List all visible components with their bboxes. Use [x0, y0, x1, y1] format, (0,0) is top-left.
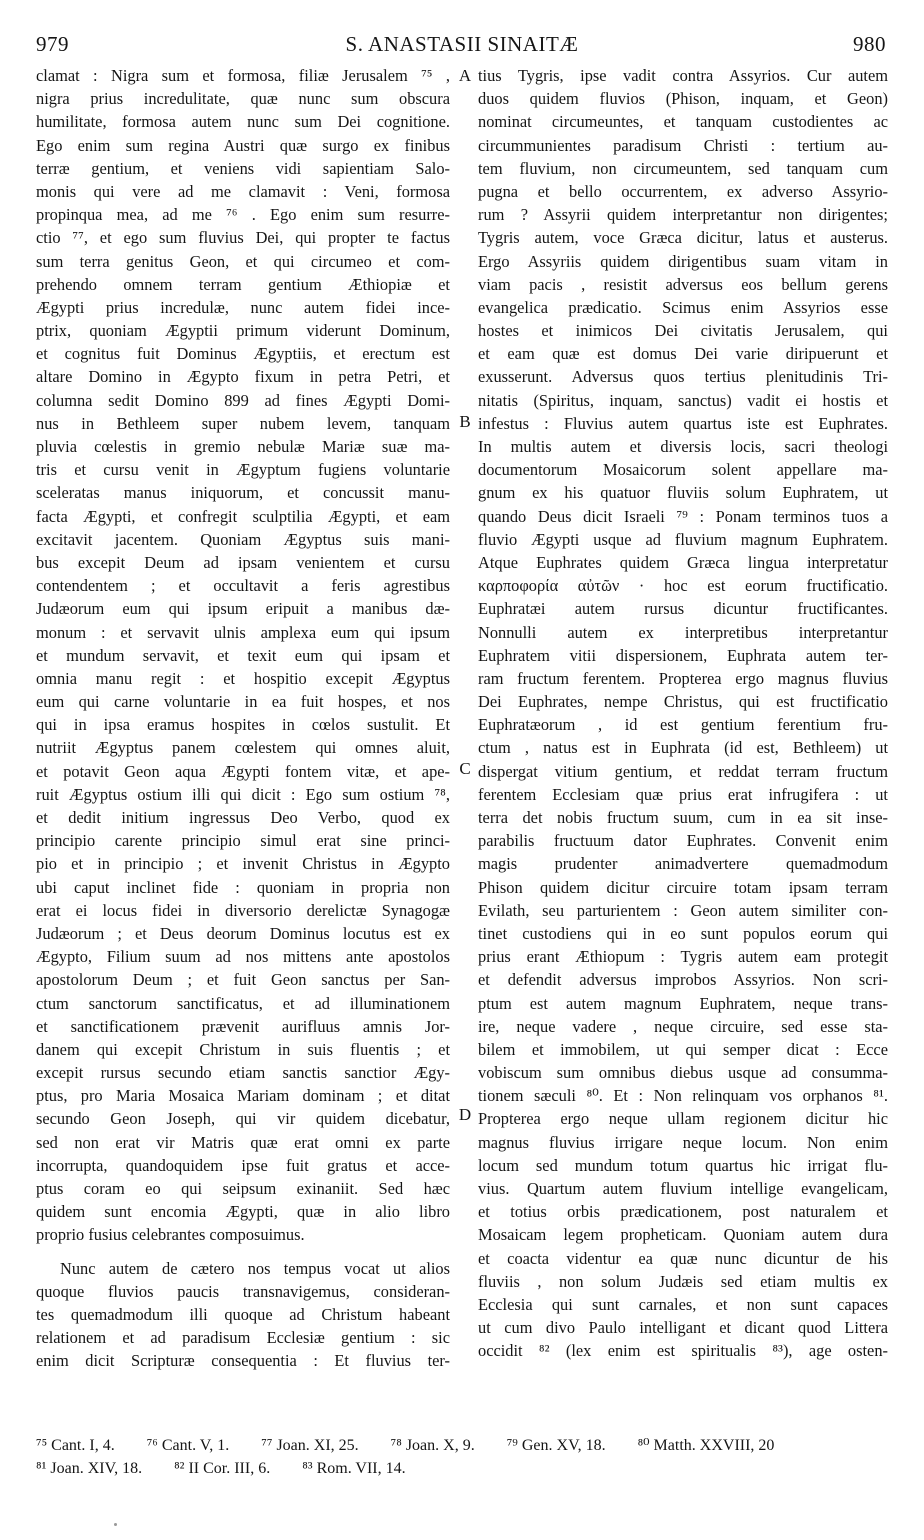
text-line: monis qui vere ad me clamavit : Veni, formosa	[36, 181, 450, 201]
section-marker-b: B	[459, 412, 471, 431]
running-head	[0, 32, 924, 66]
text-line: Propterea ergo neque ullam regionem dicitur hic	[478, 1109, 888, 1129]
text-line: tius Tygris, ipse vadit contra Assyrios. Cur autem	[478, 66, 888, 85]
text-line: sum terra genitus Geon, et qui circumeo et com-	[36, 251, 450, 271]
text-line: ferentem Ecclesiam quæ prius erat infrugifera : ut	[478, 784, 888, 804]
text-line: tionem sæculi ⁸⁰. Et : Non relinquam vos orphanos ⁸¹.	[478, 1086, 888, 1106]
text-line: pio et in principio ; et invenit Christus in Ægypto	[36, 854, 450, 874]
footnote: ⁷⁵ Cant. I, 4.	[36, 1437, 115, 1454]
section-marker-c: C	[459, 759, 471, 778]
text-line: circummunientes paradisum Christi : tertium au-	[478, 135, 888, 155]
text-line: Atque Euphrates quidem Græca lingua interpretatur	[478, 552, 888, 572]
text-line: viam pacis , resistit adversus eos bellum gerens	[478, 274, 888, 294]
text-line: tes quemadmodum illi quoque ad Christum habeant	[36, 1304, 450, 1324]
text-line: excepit rursus secundo etiam sanctis sanctior Ægy-	[36, 1063, 450, 1083]
text-line: clamat : Nigra sum et formosa, filiæ Jerusalem ⁷⁵ ,	[36, 66, 450, 85]
text-line: Euphratem vitii dispersionem, Euphrata autem ter-	[478, 645, 888, 665]
text-line: quoque fluvios paucis transnavigemus, consideran-	[36, 1281, 450, 1301]
footnote-row	[36, 1434, 896, 1457]
text-line: nominat circumeuntes, et tanquam custodientes ac	[478, 112, 888, 132]
text-line: Ægypto, Filium suum ad nos mittens ante apostolos	[36, 947, 450, 967]
text-line: Ego enim sum regina Austri quæ surgo ex finibus	[36, 135, 450, 155]
text-line: apostolorum Deum ; et fuit Geon sanctus per San-	[36, 970, 450, 990]
text-line: In multis autem et diversis locis, sacri theologi	[478, 437, 888, 456]
text-line: Evilath, seu parturientem : Geon autem similiter con-	[478, 900, 888, 920]
text-line: magis prudenter animadvertere quemadmodum	[478, 854, 888, 874]
text-line: incorrupta, quandoquidem ipse fuit gratus et acce-	[36, 1155, 450, 1175]
text-line: Judæorum eum qui ipsum eripuit a manibus dæ-	[36, 599, 450, 619]
text-line: enim dicit Scripturæ consequentia : Et fluvius ter-	[36, 1351, 450, 1371]
text-line: et mundum servavit, et texit eum qui ipsam et	[36, 645, 450, 665]
text-line: infestus : Fluvius autem quartus iste est Euphrates.	[478, 413, 888, 433]
text-line: Judæorum ; et Deus deorum Dominus locutus est ex	[36, 923, 450, 943]
text-line: et dedit initium ingressus Deo Verbo, quod ex	[36, 808, 450, 827]
text-line: omnia manu regit : et hospitio excepit Ægyptus	[36, 668, 450, 688]
text-line: et potavit Geon aqua Ægypti fontem vitæ, et ape-	[36, 761, 450, 781]
footnote: ⁸¹ Joan. XIV, 18.	[36, 1460, 143, 1477]
text-line: vobiscum sum omnibus diebus usque ad consumma-	[478, 1063, 888, 1083]
text-line: pluvia cœlestis in gremio nebulæ Mariæ suæ ma-	[36, 437, 450, 456]
text-line: erat ei locus fidei in diversorio derelictæ Synagogæ	[36, 900, 450, 920]
text-line: evangelica prædicatio. Scimus enim Assyrios esse	[478, 297, 888, 317]
paragraph-start-line: Nunc autem de cætero nos tempus vocat ut alios	[60, 1258, 450, 1278]
text-line: duos quidem fluvios (Phison, inquam, et Geon)	[478, 89, 888, 109]
text-line: relationem et ad paradisum Ecclesiæ gentium : sic	[36, 1328, 450, 1348]
text-line: prius erant Æthiopum : Tygris autem eam protegit	[478, 947, 888, 967]
text-line: rum ? Assyrii quidem interpretantur non dirigentes;	[478, 205, 888, 225]
text-line: facta Ægypti, et confregit sculptilia Ægypti, et eam	[36, 506, 450, 526]
text-line: pugna et bello occurrentem, ex adverso Assyrio-	[478, 181, 888, 201]
page-number-left: 979	[36, 32, 69, 56]
section-marker-a: A	[458, 66, 472, 85]
text-line: danem qui excepit Christum in suis fluentis ; et	[36, 1039, 450, 1059]
text-line: monum : et servavit ulnis amplexa eum qui ipsum	[36, 622, 450, 642]
text-line: tinet custodiens qui in eo sunt populos eorum qui	[478, 923, 888, 943]
text-line: terra det nobis fructum suum, cum in ea sit inse-	[478, 808, 888, 827]
text-line: et sanctificationem prævenit aurifluus amnis Jor-	[36, 1016, 450, 1036]
paragraph-gap	[36, 1247, 450, 1257]
text-line: et cognitus fuit Dominus Ægyptiis, et erectum est	[36, 344, 450, 364]
footnote: ⁷⁹ Gen. XV, 18.	[506, 1437, 606, 1454]
text-line: et coacta videntur ea quæ nunc dicuntur de his	[478, 1248, 888, 1268]
text-line: Ægypti prius incredulæ, nunc autem fidei ince-	[36, 297, 450, 317]
footnote-row	[36, 1457, 896, 1480]
text-line: tris et cursu venit in Ægyptum fugiens voluntarie	[36, 460, 450, 480]
text-line: ut cum divo Paulo intelligant et dicant quod Littera	[478, 1318, 888, 1338]
text-line: ptus coram eo qui seipsum exinaniit. Sed hæc	[36, 1179, 450, 1198]
print-speck	[114, 1523, 117, 1526]
text-line: Phison quidem dicitur circuire totam ipsam terram	[478, 877, 888, 897]
text-line: ctum , natus est in Euphrata (id est, Bethleem) ut	[478, 738, 888, 758]
text-line: ire, neque vadere , neque circuire, sed esse sta-	[478, 1016, 888, 1036]
text-line: tem fluvium, non circumeuntem, sed tanquam cum	[478, 158, 888, 178]
text-line: ram fructum ferentem. Propterea ergo magnus fluvius	[478, 668, 888, 688]
paragraph-end-line: proprio fusius celebrantes composuimus.	[36, 1225, 305, 1245]
text-line: Tygris autem, voce Græca dicitur, latus et austerus.	[478, 228, 888, 248]
text-line: ruit Ægyptus ostium illi qui dicit : Ego sum ostium ⁷⁸,	[36, 784, 450, 804]
right-column	[478, 64, 888, 1363]
text-line: propinqua mea, ad me ⁷⁶ . Ego enim sum resurre-	[36, 205, 450, 225]
text-line: καρποφορία αὐτῶν · hoc est eorum fructificatio.	[478, 576, 888, 596]
text-line: secundo Geon Joseph, qui vir quidem dicebatur,	[36, 1109, 450, 1129]
section-marker-d: D	[458, 1105, 472, 1124]
text-line: contendentem ; et occultavit a feris agrestibus	[36, 576, 450, 596]
text-line: ubi caput inclinet fide : quoniam in propria non	[36, 877, 450, 897]
text-line: Nonnulli autem ex interpretibus interpretantur	[478, 622, 888, 642]
text-line: Dei Euphrates, nempe Christus, qui est fructificatio	[478, 692, 888, 712]
text-line: terræ gentium, et veniens vidi sapientiam Salo-	[36, 158, 450, 178]
text-line: altare Domino in Ægypto fixum in petra Petri, et	[36, 367, 450, 387]
text-line: ctio ⁷⁷, et ego sum fluvius Dei, qui propter te factus	[36, 228, 450, 248]
text-line: Euphratæi autem rursus dicuntur fructificantes.	[478, 599, 888, 619]
text-line: columna sedit Domino 899 ad fines Ægypti Domi-	[36, 390, 450, 410]
text-line: nutriit Ægyptus panem cœlestem qui omnes aluit,	[36, 738, 450, 758]
text-line: et totius orbis prædicationem, post naturalem et	[478, 1202, 888, 1222]
text-line: qui in ipsa eramus hospites in cœlos sustulit. Et	[36, 715, 450, 735]
footnotes	[36, 1434, 896, 1480]
text-line: ptrix, quoniam Ægyptii primum viderunt Dominum,	[36, 321, 450, 341]
text-line: eum qui carne voluntarie in ea fuit hospes, et nos	[36, 692, 450, 712]
text-line: et defendit adversus improbos Assyrios. Non scri-	[478, 970, 888, 990]
text-line: Mosaicam legem propheticam. Quoniam autem dura	[478, 1225, 888, 1245]
text-line: sceleratas manus iniquorum, et concussit manu-	[36, 483, 450, 503]
text-line: nigra prius incredulitate, quæ nunc sum obscura	[36, 89, 450, 109]
text-line: fluvio Ægypti usque ad fluvium magnum Euphratem.	[478, 529, 888, 549]
text-line: bilem et immobilem, ut qui semper dicat : Ecce	[478, 1039, 888, 1059]
text-line: prehendo omnem terram gentium Æthiopiæ et	[36, 274, 450, 294]
footnote: ⁸⁰ Matth. XXVIII, 20	[637, 1437, 775, 1454]
text-line: et eam quæ est domus Dei varie diripuerunt et	[478, 344, 888, 364]
text-line: documentorum Mosaicorum solent appellare ma-	[478, 460, 888, 480]
text-line: Euphratæorum , id est gentium ferentium fru-	[478, 715, 888, 735]
text-line: hostes et inimicos Dei civitatis Jerusalem, qui	[478, 321, 888, 341]
text-line: parabilis fructuum dator Euphrates. Convenit enim	[478, 831, 888, 851]
text-line: ptus, pro Maria Mosaica Mariam dominam ; et ditat	[36, 1086, 450, 1106]
left-column	[36, 64, 450, 1373]
footnote: ⁷⁷ Joan. XI, 25.	[261, 1437, 359, 1454]
text-line: magnus fluvius irrigare neque locum. Non enim	[478, 1132, 888, 1152]
text-line: Ecclesia qui sunt carnales, et non sunt capaces	[478, 1294, 888, 1314]
text-line: quando Deus dicit Israeli ⁷⁹ : Ponam terminos tuos a	[478, 506, 888, 526]
text-line: fluviis , non solum Judæis sed etiam multis ex	[478, 1271, 888, 1291]
text-line: exusserunt. Adversus quos tertius plenitudinis Tri-	[478, 367, 888, 387]
footnote: ⁷⁸ Joan. X, 9.	[390, 1437, 475, 1454]
text-line: ctum sanctorum sanctificatus, et ad illuminationem	[36, 993, 450, 1013]
footnote: ⁸² II Cor. III, 6.	[174, 1460, 271, 1477]
text-line: quidem sunt encomia Ægypti, quæ in alio libro	[36, 1202, 450, 1222]
text-line: nus in Bethleem super nubem levem, tanquam	[36, 413, 450, 433]
text-line: ptum est autem magnum Euphratem, neque trans-	[478, 993, 888, 1013]
running-title: S. ANASTASII SINAITÆ	[345, 32, 579, 56]
text-line: bus excepit Deum ad ipsam venientem et cursu	[36, 552, 450, 572]
text-line: dispergat vitium gentium, et reddat terram fructum	[478, 761, 888, 781]
text-line: occidit ⁸² (lex enim est spiritualis ⁸³), age osten-	[478, 1341, 888, 1361]
footnote: ⁷⁶ Cant. V, 1.	[146, 1437, 230, 1454]
text-line: principio carente principio simul erat sine princi-	[36, 831, 450, 851]
text-line: nitatis (Spiritus, inquam, sanctus) vadit ei hostis et	[478, 390, 888, 410]
page-number-right: 980	[853, 32, 886, 56]
text-line: sed non erat vir Matris quæ erat omni ex parte	[36, 1132, 450, 1152]
text-line: humilitate, formosa autem nunc sum Dei cognitione.	[36, 112, 450, 132]
text-line: vius. Quartum autem fluvium intellige evangelicam,	[478, 1179, 888, 1198]
text-line: Ergo Assyriis quidem dirigentibus suam vitam in	[478, 251, 888, 271]
text-line: gnum ex his quatuor fluviis solum Euphratem, ut	[478, 483, 888, 503]
footnote: ⁸³ Rom. VII, 14.	[302, 1460, 406, 1477]
text-line: excitavit jacentem. Quoniam Ægyptus suis mani-	[36, 529, 450, 549]
text-line: locum sed mundum totum quartus hic irrigat flu-	[478, 1155, 888, 1175]
